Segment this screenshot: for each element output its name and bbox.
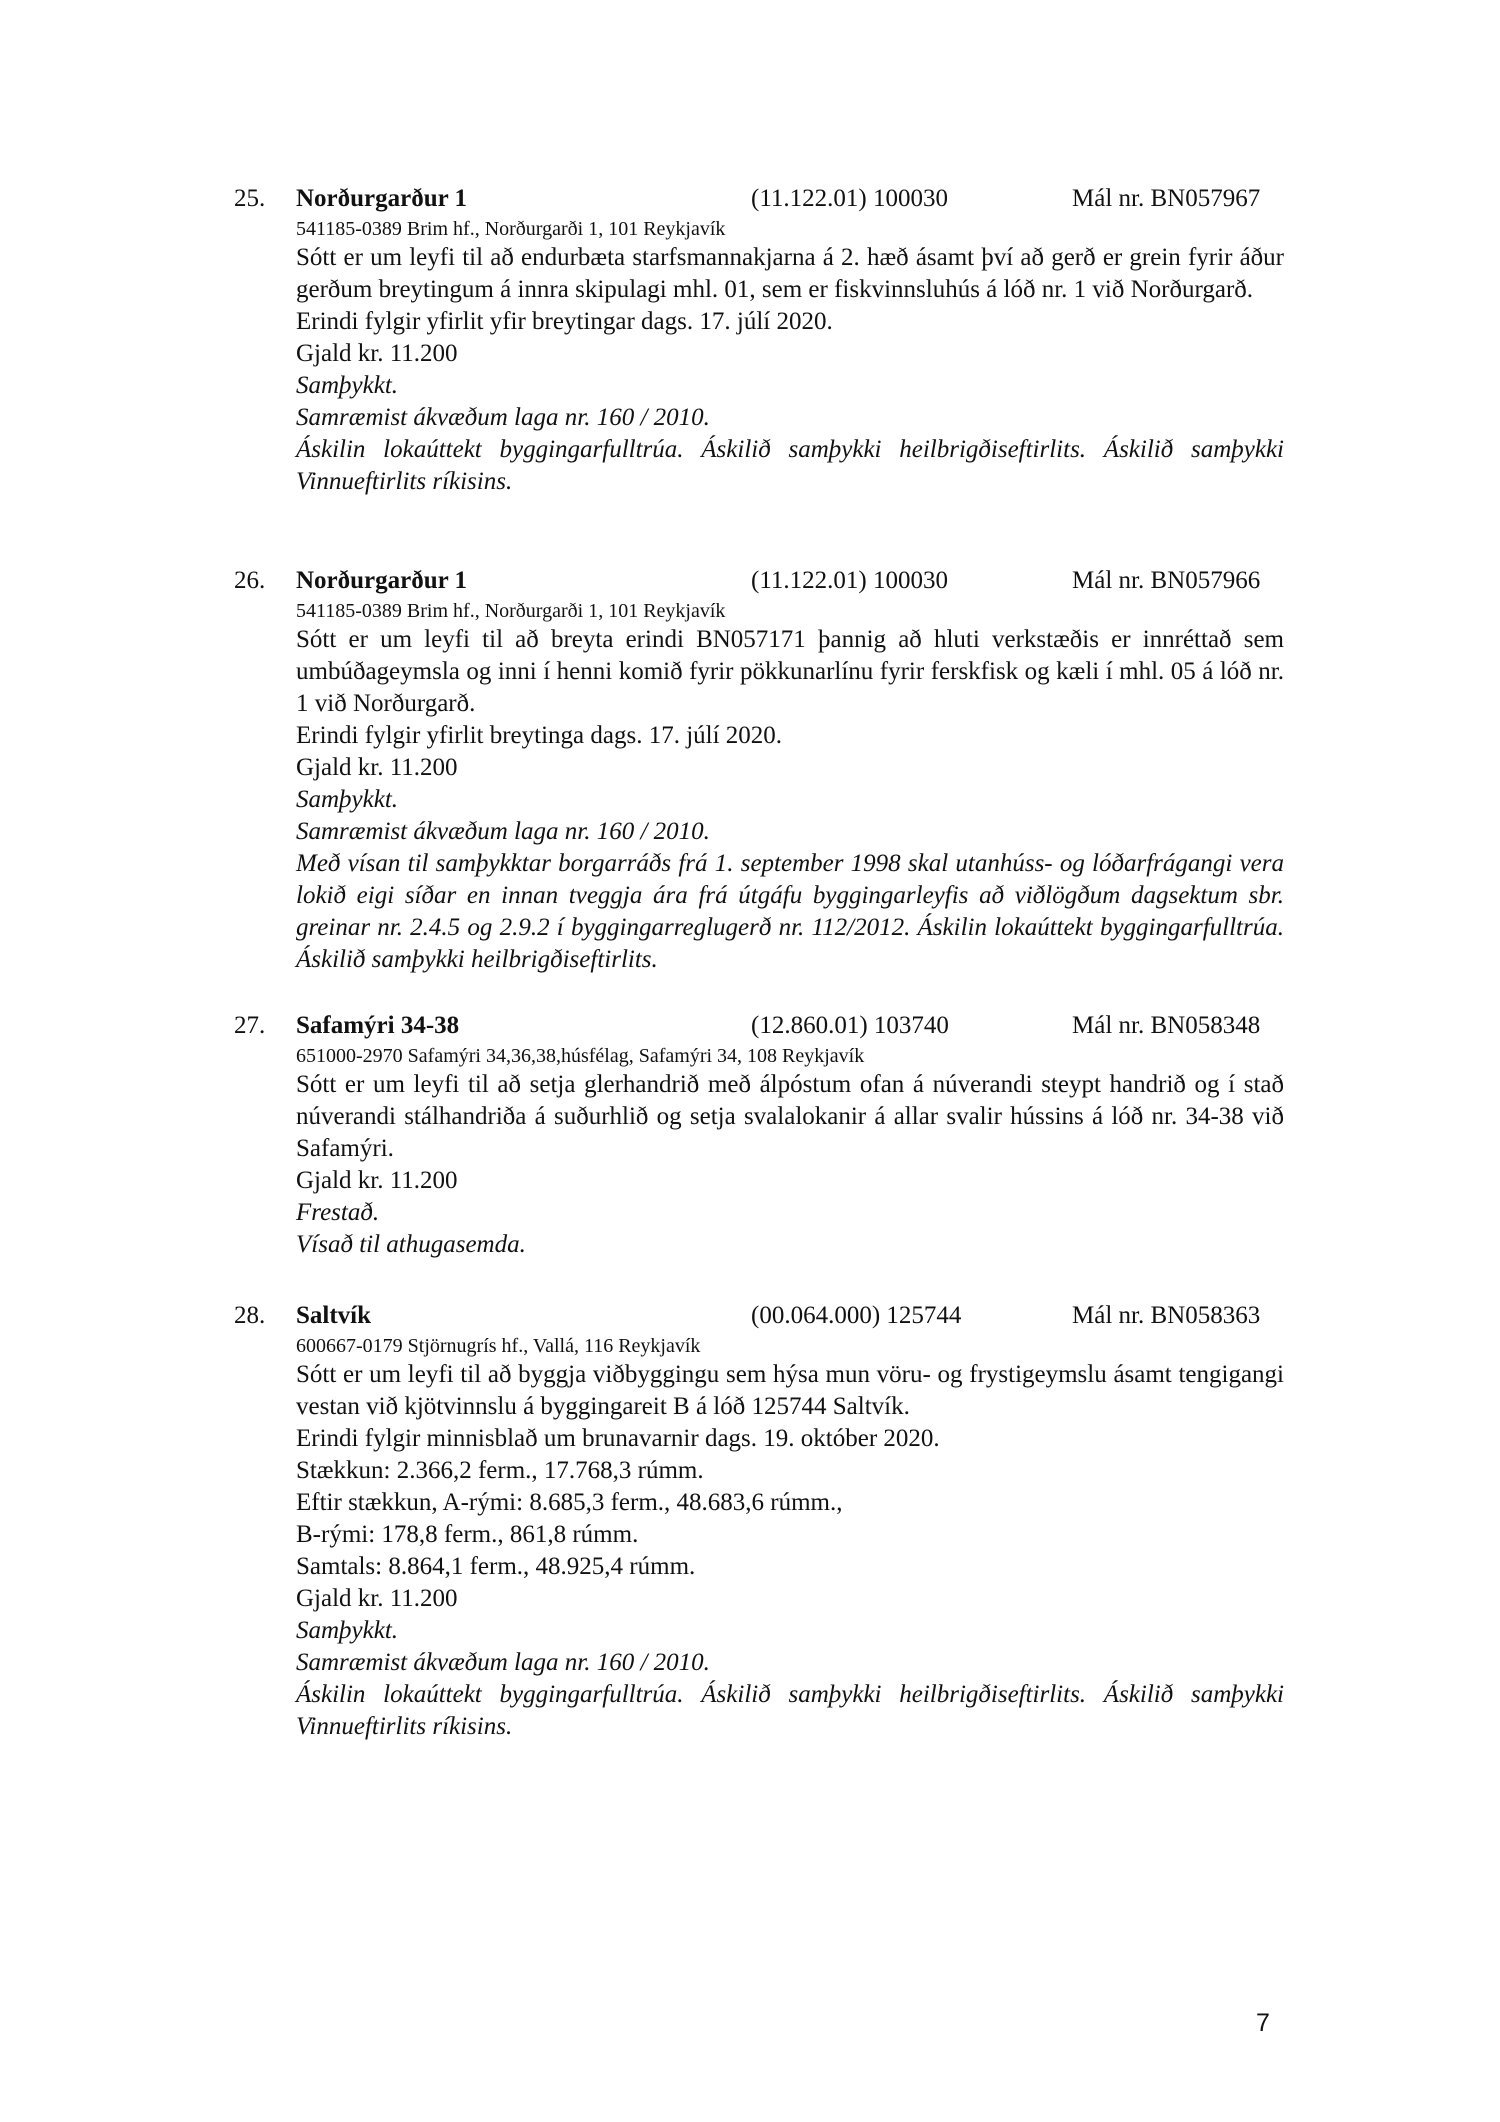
entry-area-total: Samtals: 8.864,1 ferm., 48.925,4 rúmm. — [296, 1553, 696, 1580]
entry-law: Samræmist ákvæðum laga nr. 160 / 2010. — [296, 1649, 710, 1676]
entry-land-ref: (12.860.01) 103740 — [751, 1012, 949, 1039]
entry-case-number: Mál nr. BN057967 — [1072, 185, 1261, 212]
page-number: 7 — [1256, 2009, 1270, 2037]
entry-body — [296, 1333, 1284, 1743]
entry-area-a-space: Eftir stækkun, A-rými: 8.685,3 ferm., 48.683,6 rúmm., — [296, 1489, 843, 1516]
entry-decision: Samþykkt. — [296, 372, 399, 399]
entry-27 — [234, 1009, 1284, 1261]
entry-description: Sótt er um leyfi til að setja glerhandrið með álpóstum ofan á núverandi steypt handrið og í stað núverandi stálhandriða á suðurhlið og setja svalalokanir á allar svalir hússins á lóð nr. 34-38 við Safamýri. — [296, 1071, 1284, 1162]
entry-land-ref: (11.122.01) 100030 — [751, 185, 948, 212]
entry-number: 25. — [234, 185, 266, 212]
entry-fee: Gjald kr. 11.200 — [296, 754, 458, 781]
entry-applicant: 600667-0179 Stjörnugrís hf., Vallá, 116 Reykjavík — [296, 1335, 701, 1357]
entry-title: Saltvík — [296, 1302, 372, 1329]
entry-decision: Samþykkt. — [296, 786, 399, 813]
entry-description: Sótt er um leyfi til að endurbæta starfsmannakjarna á 2. hæð ásamt því að gerð er grein fyrir áður gerðum breytingum á innra skipulagi mhl. 01, sem er fiskvinnsluhús á lóð nr. 1 við Norðurgarð. — [296, 244, 1284, 303]
entry-fee: Gjald kr. 11.200 — [296, 1167, 458, 1194]
entry-number: 27. — [234, 1012, 266, 1039]
entry-header — [234, 1009, 1284, 1043]
entry-conditions: Áskilin lokaúttekt byggingarfulltrúa. Áskilið samþykki heilbrigðiseftirlits. Áskilið samþykki Vinnueftirlits ríkisins. — [296, 1681, 1284, 1740]
entry-body — [296, 1043, 1284, 1261]
entry-case-number: Mál nr. BN058363 — [1072, 1302, 1261, 1329]
entry-note: Erindi fylgir yfirlit breytinga dags. 17. júlí 2020. — [296, 722, 783, 749]
entry-case-number: Mál nr. BN058348 — [1072, 1012, 1261, 1039]
entry-header — [234, 564, 1284, 598]
entry-applicant: 651000-2970 Safamýri 34,36,38,húsfélag, Safamýri 34, 108 Reykjavík — [296, 1045, 865, 1067]
entry-header — [234, 182, 1284, 216]
entry-decision: Frestað. — [296, 1199, 380, 1226]
entry-note: Erindi fylgir minnisblað um brunavarnir dags. 19. október 2020. — [296, 1425, 940, 1452]
entry-decision: Samþykkt. — [296, 1617, 399, 1644]
entry-body — [296, 216, 1284, 498]
entry-number: 28. — [234, 1302, 266, 1329]
entry-description: Sótt er um leyfi til að breyta erindi BN057171 þannig að hluti verkstæðis er innréttað sem umbúðageymsla og inni í henni komið fyrir pökkunarlínu fyrir ferskfisk og kæli í mhl. 05 á lóð nr. 1 við Norðurgarð. — [296, 626, 1284, 717]
entry-law: Samræmist ákvæðum laga nr. 160 / 2010. — [296, 404, 710, 431]
entry-applicant: 541185-0389 Brim hf., Norðurgarði 1, 101 Reykjavík — [296, 218, 726, 240]
entry-fee: Gjald kr. 11.200 — [296, 340, 458, 367]
entry-number: 26. — [234, 567, 266, 594]
entry-description: Sótt er um leyfi til að byggja viðbyggingu sem hýsa mun vöru- og frystigeymslu ásamt tengigangi vestan við kjötvinnslu á byggingareit B á lóð 125744 Saltvík. — [296, 1361, 1284, 1420]
entry-land-ref: (11.122.01) 100030 — [751, 567, 948, 594]
entry-header — [234, 1299, 1284, 1333]
entry-body — [296, 598, 1284, 976]
entry-applicant: 541185-0389 Brim hf., Norðurgarði 1, 101 Reykjavík — [296, 600, 726, 622]
entry-note: Erindi fylgir yfirlit yfir breytingar dags. 17. júlí 2020. — [296, 308, 833, 335]
entry-area-increase: Stækkun: 2.366,2 ferm., 17.768,3 rúmm. — [296, 1457, 704, 1484]
entry-conditions: Með vísan til samþykktar borgarráðs frá 1. september 1998 skal utanhúss- og lóðarfrágangi vera lokið eigi síðar en innan tveggja ára frá útgáfu byggingarleyfis að viðlögðum dagsektum sbr. greinar nr. 2.4.5 og 2.9.2 í byggingarreglugerð nr. 112/2012. Áskilin lokaúttekt byggingarfulltrúa. Áskilið samþykki heilbrigðiseftirlits. — [296, 850, 1284, 973]
entry-fee: Gjald kr. 11.200 — [296, 1585, 458, 1612]
entry-28 — [234, 1299, 1284, 1743]
entry-land-ref: (00.064.000) 125744 — [751, 1302, 962, 1329]
entry-case-number: Mál nr. BN057966 — [1072, 567, 1261, 594]
entry-25 — [234, 182, 1284, 498]
entry-26 — [234, 564, 1284, 976]
entry-conditions: Áskilin lokaúttekt byggingarfulltrúa. Áskilið samþykki heilbrigðiseftirlits. Áskilið samþykki Vinnueftirlits ríkisins. — [296, 436, 1284, 495]
entry-area-b-space: B-rými: 178,8 ferm., 861,8 rúmm. — [296, 1521, 639, 1548]
entry-law: Vísað til athugasemda. — [296, 1231, 526, 1258]
entry-title: Safamýri 34-38 — [296, 1012, 460, 1039]
entry-title: Norðurgarður 1 — [296, 567, 468, 594]
entry-title: Norðurgarður 1 — [296, 185, 468, 212]
entry-law: Samræmist ákvæðum laga nr. 160 / 2010. — [296, 818, 710, 845]
